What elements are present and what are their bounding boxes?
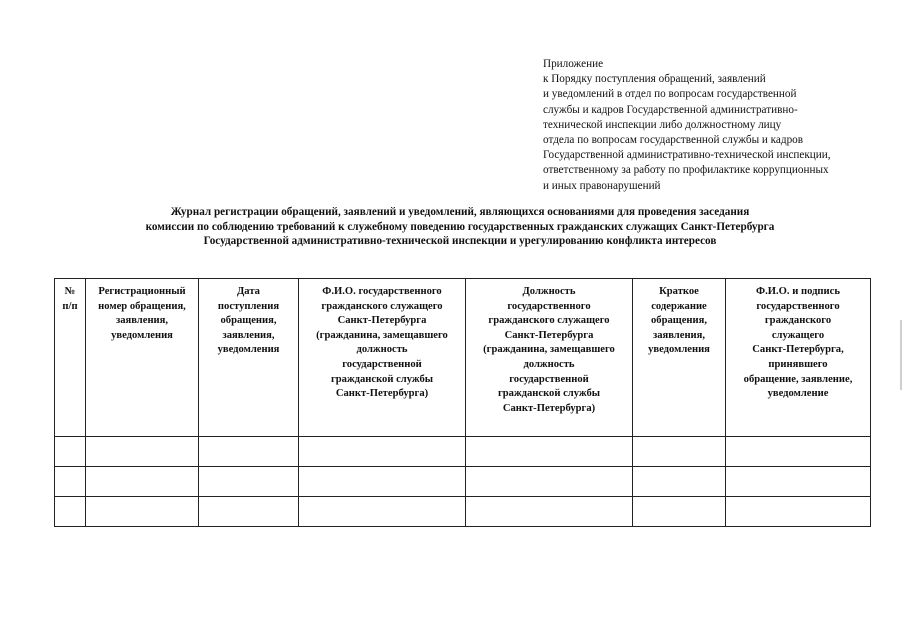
column-header-line: содержание <box>651 300 707 312</box>
table-cell <box>299 437 466 467</box>
column-header-line: п/п <box>62 300 78 312</box>
table-cell <box>726 467 871 497</box>
table-cell <box>55 467 86 497</box>
appendix-line: ответственному за работу по профилактике коррупционных <box>543 164 829 177</box>
column-header-line: уведомления <box>111 329 173 341</box>
column-header-employee-name <box>299 279 466 437</box>
table-cell <box>633 467 726 497</box>
table-cell <box>633 497 726 527</box>
column-header-line: гражданского служащего <box>321 300 443 312</box>
journal-title-line: комиссии по соблюдению требований к служебному поведению государственных гражданских служащих Санкт-Петербурга <box>145 220 775 233</box>
column-header-line: принявшего <box>768 358 828 370</box>
table-cell <box>55 497 86 527</box>
column-header-registration-number <box>86 279 199 437</box>
appendix-line: Государственной административно-технической инспекции, <box>543 149 831 162</box>
column-header-line: гражданского <box>764 315 832 327</box>
table-body <box>55 437 871 527</box>
appendix-line: отдела по вопросам государственной службы и кадров <box>543 134 804 147</box>
column-header-line: (гражданина, замещавшего <box>483 344 615 356</box>
column-header-receiver-signature <box>726 279 871 437</box>
appendix-line: и уведомлений в отдел по вопросам государственной <box>543 88 797 101</box>
column-header-line: № <box>64 286 76 297</box>
table-cell <box>466 467 633 497</box>
column-header-line: (гражданина, замещавшего <box>316 329 448 341</box>
table-cell <box>86 467 199 497</box>
column-header-line: уведомления <box>648 344 710 356</box>
table-row <box>55 437 871 467</box>
column-header-line: заявления, <box>652 329 706 341</box>
column-header-line: Краткое <box>659 286 699 297</box>
table-row <box>55 467 871 497</box>
column-header-receipt-date <box>199 279 299 437</box>
table-row <box>55 497 871 527</box>
column-header-line: Санкт-Петербурга) <box>335 388 429 400</box>
column-header-line: номер обращения, <box>98 300 186 312</box>
column-header-line: государственного <box>507 300 591 312</box>
table-cell <box>466 497 633 527</box>
column-header-number <box>55 279 86 437</box>
table-cell <box>199 497 299 527</box>
column-header-line: заявления, <box>222 329 275 341</box>
table-cell <box>199 437 299 467</box>
column-header-line: заявления, <box>115 315 169 327</box>
column-header-employee-position <box>466 279 633 437</box>
column-header-line: Должность <box>522 286 576 297</box>
journal-table <box>54 278 871 527</box>
column-header-line: гражданского служащего <box>488 315 610 327</box>
column-header-line: поступления <box>217 300 280 312</box>
scan-edge-mark <box>900 320 902 390</box>
column-header-line: должность <box>356 344 408 356</box>
column-header-line: обращение, заявление, <box>743 373 853 385</box>
column-header-line: Ф.И.О. государственного <box>322 286 442 297</box>
table-cell <box>86 437 199 467</box>
column-header-line: обращения, <box>650 315 707 327</box>
column-header-line: должность <box>523 358 575 370</box>
appendix-line: Приложение <box>543 58 604 70</box>
journal-title-line: Журнал регистрации обращений, заявлений и уведомлений, являющихся основаниями для проведения заседания <box>170 206 750 218</box>
column-header-line: обращения, <box>220 315 277 327</box>
table-cell <box>299 497 466 527</box>
table-cell <box>726 497 871 527</box>
column-header-line: государственной <box>509 373 589 385</box>
column-header-line: Санкт-Петербурга <box>337 315 427 327</box>
table-cell <box>726 437 871 467</box>
column-header-line: Ф.И.О. и подпись <box>756 286 840 297</box>
column-header-line: гражданской службы <box>497 388 601 400</box>
table-cell <box>199 467 299 497</box>
column-header-line: государственного <box>756 300 840 312</box>
column-header-line: Дата <box>237 286 260 297</box>
table-cell <box>55 437 86 467</box>
appendix-line: и иных правонарушений <box>543 179 661 192</box>
table-cell <box>466 437 633 467</box>
table-cell <box>86 497 199 527</box>
column-header-line: гражданской службы <box>330 373 434 385</box>
appendix-line: к Порядку поступления обращений, заявлений <box>543 73 766 86</box>
table-header-row <box>55 279 871 437</box>
column-header-line: государственной <box>342 358 422 370</box>
appendix-line: службы и кадров Государственной административно- <box>543 103 798 116</box>
column-header-line: Регистрационный <box>98 286 186 297</box>
column-header-summary <box>633 279 726 437</box>
appendix-note <box>543 57 888 194</box>
column-header-line: Санкт-Петербурга <box>504 329 594 341</box>
table-cell <box>299 467 466 497</box>
journal-title <box>60 205 860 249</box>
journal-title-line: Государственной административно-технической инспекции и урегулированию конфликта интересов <box>203 235 717 248</box>
column-header-line: уведомления <box>217 344 280 356</box>
column-header-line: уведомление <box>767 388 829 400</box>
appendix-line: технической инспекции либо должностному лицу <box>543 118 782 131</box>
column-header-line: Санкт-Петербурга, <box>752 344 844 356</box>
column-header-line: служащего <box>771 329 825 341</box>
table-cell <box>633 437 726 467</box>
column-header-line: Санкт-Петербурга) <box>502 402 596 414</box>
